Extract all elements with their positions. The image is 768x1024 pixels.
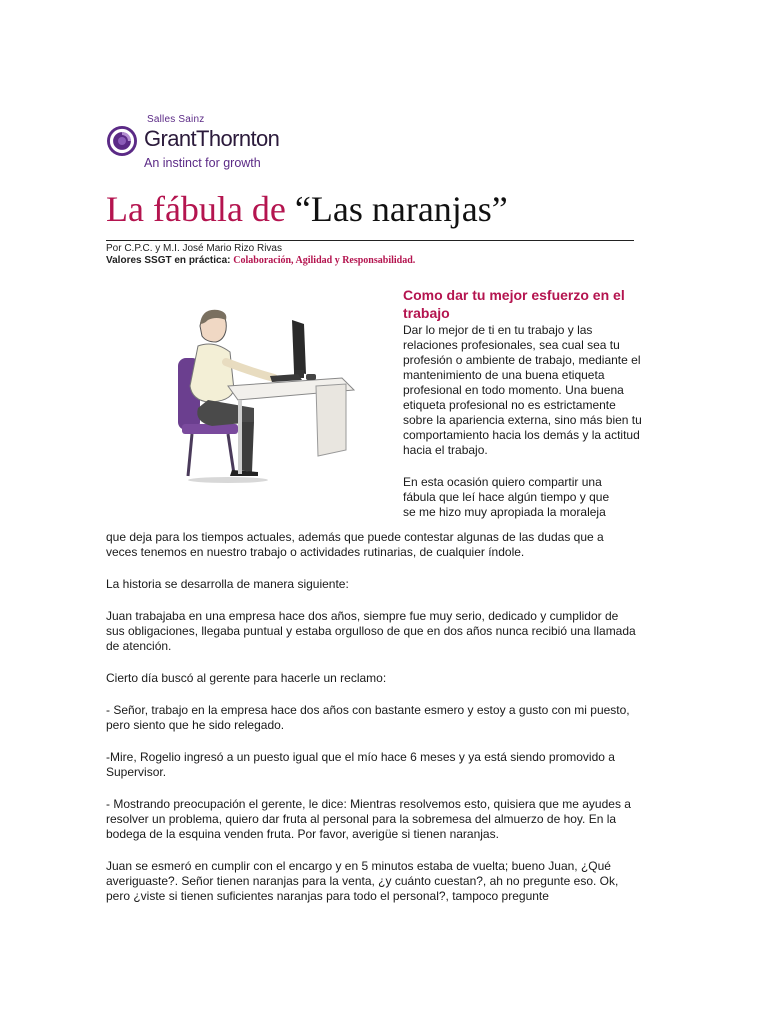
- logo-top-text: Salles Sainz: [147, 114, 205, 125]
- title-divider: [106, 240, 634, 241]
- story-paragraph: Cierto día buscó al gerente para hacerle un reclamo:: [106, 671, 387, 685]
- intro-column: [403, 286, 643, 520]
- logo-name: GrantThornton: [144, 126, 280, 151]
- grant-thornton-mark-icon: [106, 125, 138, 157]
- logo-tagline: An instinct for growth: [144, 156, 261, 170]
- intro-line-3: se me hizo muy apropiada la moraleja: [403, 505, 606, 519]
- intro-line-2: fábula que leí hace algún tiempo y que: [403, 490, 610, 504]
- values-list: Colaboración, Agilidad y Responsabilidad.: [233, 255, 416, 266]
- title-part-2: “Las naranjas”: [294, 189, 508, 229]
- story-body: [106, 488, 636, 921]
- intro-paragraph-tail: que deja para los tiempos actuales, además que puede contestar algunas de las dudas que a veces tenemos en nuestro trabajo o actividades rutinarias, de cualquier índole.: [106, 530, 604, 559]
- story-paragraph: - Mostrando preocupación el gerente, le dice: Mientras resolvemos esto, quisiera que me ayudes a resolver un problema, quiero dar fruta al personal para la sobremesa del almuerzo de hoy. En la bodega de la esquina venden fruta. Por favor, averigüe si tienen naranjas.: [106, 797, 631, 841]
- story-paragraph: -Mire, Rogelio ingresó a un puesto igual que el mío hace 6 meses y ya está siendo promovido a Supervisor.: [106, 750, 615, 779]
- story-paragraph: Juan trabajaba en una empresa hace dos años, siempre fue muy serio, dedicado y cumplidor de sus obligaciones, llegaba puntual y estaba orgulloso de que en dos años nunca recibió una llamada de atención.: [106, 609, 636, 653]
- story-paragraph: La historia se desarrolla de manera siguiente:: [106, 577, 349, 591]
- grant-thornton-logo: [106, 114, 306, 180]
- story-paragraph: - Señor, trabajo en la empresa hace dos años con bastante esmero y estoy a gusto con mi puesto, pero siento que he sido relegado.: [106, 703, 630, 732]
- values-line: [106, 255, 415, 267]
- title-part-1: La fábula de: [106, 189, 286, 229]
- values-label: Valores SSGT en práctica:: [106, 255, 231, 266]
- section-subtitle: Como dar tu mejor esfuerzo en el trabajo: [403, 287, 625, 321]
- author-byline: Por C.P.C. y M.I. José Mario Rizo Rivas: [106, 243, 282, 254]
- story-paragraph: Juan se esmeró en cumplir con el encargo y en 5 minutos estaba de vuelta; bueno Juan, ¿Qué averiguaste?. Señor tienen naranjas para la venta, ¿y cuánto cuestan?, ah no pregunte eso. Ok, pero ¿viste si tienen suficientes naranjas para todo el personal?, tampoco pregunte: [106, 859, 619, 903]
- intro-paragraph: Dar lo mejor de ti en tu trabajo y las relaciones profesionales, sea cual sea tu profesión o ambiente de trabajo, mediante el mantenimiento de una buena etiqueta profesional en todo momento. Una buena etiqueta profesional no es estrictamente sobre la apariencia externa, sino más bien tu comportamiento hacia los demás y la actitud hacia el trabajo.: [403, 323, 642, 457]
- page-title: [106, 188, 646, 230]
- office-worker-illustration: [168, 290, 358, 490]
- intro-line-1: En esta ocasión quiero compartir una: [403, 475, 602, 489]
